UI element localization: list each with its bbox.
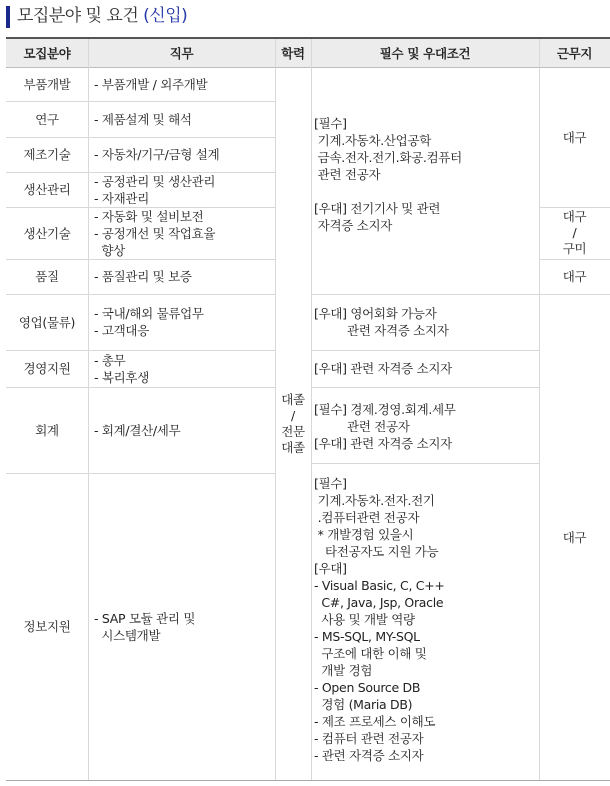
grid-line [6, 473, 275, 474]
field-cell: 제조기술 [23, 147, 71, 162]
title-accent-bar [6, 6, 10, 28]
field-cell: 부품개발 [23, 76, 71, 92]
grid-line [539, 259, 610, 260]
grid-line [6, 294, 275, 295]
field-cell: 정보지원 [23, 619, 71, 634]
section-title [17, 4, 187, 28]
grid-line [6, 207, 275, 208]
field-cell: 연구 [35, 111, 59, 127]
location-cell: 대구 [562, 129, 587, 145]
duty-cell: - 회계/결산/세무 [94, 422, 181, 438]
duty-cell: - 공정관리 및 생산관리 - 자재관리 [94, 173, 216, 206]
field-cell: 품질 [35, 269, 59, 284]
duty-cell: - 제품설계 및 해석 [94, 111, 192, 127]
duty-cell: - 자동차/기구/금형 설계 [94, 147, 220, 162]
grid-line [311, 463, 539, 464]
requirement-cell: [우대] 영어회화 가능자 관련 자격증 소지자 [314, 306, 449, 338]
location-cell: 대구 [562, 269, 587, 284]
field-cell: 영업(물류) [18, 314, 76, 330]
grid-line [539, 294, 610, 295]
grid-line [539, 207, 610, 208]
requirement-cell: [필수] 기계.자동차.전자.전기 .컴퓨터관련 전공자 * 개발경험 있을시 타전공자도 지원 가능 [우대] - Visual Basic, C, C++ C#, Java, Jsp, Oracle 사용 및 개발 역량 - MS-SQL, MY-SQL 구조에 대한 이해 및 개발 경험 - Open Source DB 경험 (Maria DB) - 제조 프로세스 이해도 - 컴퓨터 관련 전공자 - 관련 자격증 소지자 [314, 476, 445, 763]
duty-cell: - 총무 - 복리후생 [94, 352, 149, 385]
requirement-cell: [필수] 기계.자동차.산업공학 금속.전자.전기.화공.컴퓨터 관련 전공자 [우대] 전기기사 및 관련 자격증 소지자 [314, 116, 462, 233]
grid-line [275, 39, 276, 780]
header-education: 학력 [275, 39, 311, 67]
grid-line [311, 350, 539, 351]
duty-cell: - 자동화 및 설비보전 - 공정개선 및 작업효율 향상 [94, 208, 216, 258]
grid-line [6, 350, 275, 351]
duty-cell: - 품질관리 및 보증 [94, 269, 192, 284]
field-cell: 경영지원 [23, 361, 71, 376]
header-duty: 직무 [88, 39, 275, 67]
grid-line [6, 387, 275, 388]
field-cell: 회계 [35, 422, 59, 438]
grid-line [311, 387, 539, 388]
header-requirements: 필수 및 우대조건 [311, 39, 539, 67]
grid-line [88, 39, 89, 780]
location-cell: 대구 [562, 529, 587, 545]
grid-line [311, 294, 539, 295]
section-title-main: 모집분야 및 요건 [17, 6, 144, 26]
grid-line [539, 39, 540, 780]
field-cell: 생산관리 [23, 182, 71, 197]
duty-cell: - SAP 모듈 관리 및 시스템개발 [94, 610, 196, 643]
header-location: 근무지 [539, 39, 610, 67]
duty-cell: - 부품개발 / 외주개발 [94, 76, 208, 92]
recruitment-table [6, 37, 610, 782]
requirement-cell: [우대] 관련 자격증 소지자 [314, 361, 452, 376]
section-title-accent: (신입) [143, 6, 188, 26]
table-bottom-border [6, 780, 610, 781]
location-cell: 대구 / 구미 [562, 209, 587, 256]
duty-cell: - 국내/해외 물류업무 - 고객대응 [94, 306, 204, 338]
field-cell: 생산기술 [23, 225, 71, 241]
grid-line [6, 101, 275, 102]
grid-line [6, 137, 275, 138]
grid-line [6, 259, 275, 260]
requirement-cell: [필수] 경제.경영.회계.세무 관련 전공자 [우대] 관련 자격증 소지자 [314, 402, 456, 451]
grid-line [6, 172, 275, 173]
header-field: 모집분야 [6, 39, 88, 67]
education-cell: 대졸 / 전문 대졸 [281, 391, 305, 455]
grid-line [311, 39, 312, 780]
